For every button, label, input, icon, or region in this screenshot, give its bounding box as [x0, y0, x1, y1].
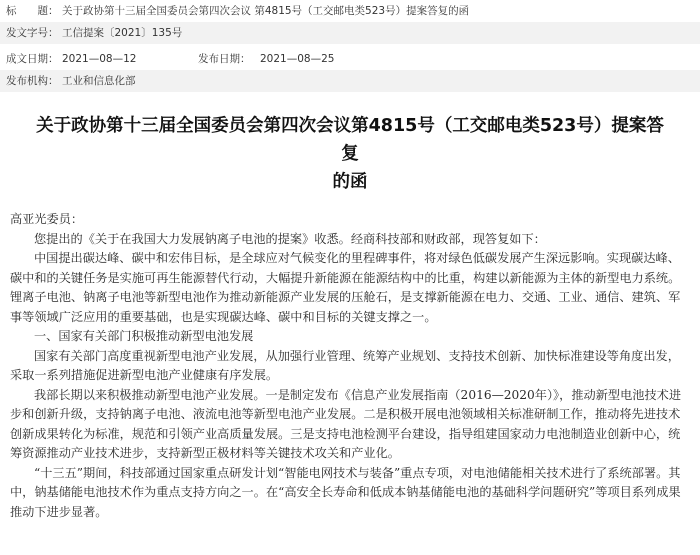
document-title — [30, 112, 670, 196]
doc-no-label: 发文字号： — [6, 27, 59, 39]
title-line-1: 关于政协第十三届全国委员会第四次会议第4815号（工交邮电类523号）提案答复 — [36, 116, 664, 164]
written-date-value: 2021—08—12 — [62, 53, 137, 65]
paragraph-research: “十三五”期间，科技部通过国家重点研发计划“智能电网技术与装备”重点专项，对电池储能相关技术进行了系统部署。其中，钠基储能电池技术作为重点支持方向之一。在“高安全长寿命和低成本钠基储能电池的基础科学问题研究”等项目系列成果推动下进步显著。 — [10, 465, 681, 519]
issuer-label: 发布机构： — [6, 75, 59, 87]
meta-row-issuer — [0, 70, 700, 92]
meta-row-subject — [0, 0, 700, 22]
issuer-value: 工业和信息化部 — [62, 75, 136, 87]
title-line-2: 的函 — [332, 172, 368, 192]
published-date-label: 发布日期： — [198, 53, 251, 65]
paragraph-intro: 您提出的《关于在我国大力发展钠离子电池的提案》收悉。经商科技部和财政部，现答复如下： — [34, 231, 546, 246]
section-heading-1: 一、国家有关部门积极推动新型电池发展 — [34, 329, 254, 343]
paragraph-policy: 国家有关部门高度重视新型电池产业发展，从加强行业管理、统筹产业规划、支持技术创新、加快标准建设等角度出发，采取一系列措施促进新型电池产业健康有序发展。 — [10, 348, 680, 382]
doc-no-value: 工信提案〔2021〕135号 — [62, 27, 183, 39]
subject-value: 关于政协第十三届全国委员会第四次会议 第4815号（工交邮电类523号）提案答复的函 — [62, 5, 470, 17]
meta-row-dates — [0, 48, 700, 70]
letter-body — [10, 210, 686, 522]
published-date-value: 2021—08—25 — [260, 53, 335, 65]
subject-label: 标 题： — [6, 5, 59, 17]
written-date-label: 成文日期： — [6, 53, 59, 65]
salutation: 高亚光委员： — [10, 212, 84, 226]
meta-row-doc-no — [0, 22, 700, 44]
paragraph-background: 中国提出碳达峰、碳中和宏伟目标，是全球应对气候变化的里程碑事件，将对绿色低碳发展产生深远影响。实现碳达峰、碳中和的关键任务是实施可再生能源替代行动，大幅提升新能源在能源结构中的比重，构建以新能源为主体的新型电力系统。锂离子电池、钠离子电池等新型电池作为推动新能源产业发展的压舱石，是支撑新能源在电力、交通、工业、通信、建筑、军事等领域广泛应用的重要基础，也是实现碳达峰、碳中和目标的关键支撑之一。 — [10, 251, 681, 324]
paragraph-ministry: 我部长期以来积极推动新型电池产业发展。一是制定发布《信息产业发展指南（2016—2020年）》，推动新型电池技术进步和创新升级，支持钠离子电池、液流电池等新型电池产业发展。二是积极开展电池领域相关标准研制工作，推动将先进技术创新成果转化为标准，规范和引领产业高质量发展。三是支持电池检测平台建设，指导组建国家动力电池制造业创新中心，统筹资源推动产业技术进步，支持新型正极材料等关键技术攻关和产业化。 — [10, 387, 682, 460]
